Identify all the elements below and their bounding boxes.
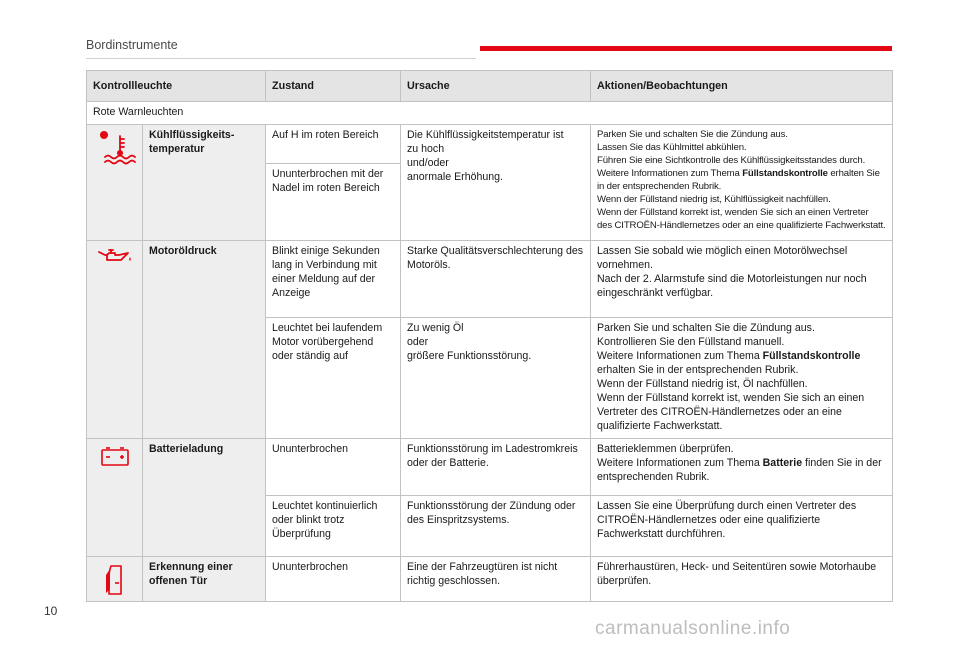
- icon-cell: [87, 241, 143, 439]
- cause-cell: Eine der Fahrzeugtüren ist nicht richtig geschlossen.: [401, 557, 591, 602]
- cause-cell: Zu wenig Öl oder größere Funktionsstörung.: [401, 318, 591, 439]
- table-header-row: [87, 71, 893, 102]
- state-cell: Leuchtet bei laufendem Motor vorübergehend oder ständig auf: [266, 318, 401, 439]
- section-label: Rote Warnleuchten: [87, 102, 893, 125]
- header-accent-bar: [480, 46, 892, 51]
- table-row: [87, 557, 893, 602]
- oil-pressure-icon: [97, 247, 133, 265]
- action-cell: Führerhaustüren, Heck- und Seitentüren sowie Motorhaube überprüfen.: [591, 557, 893, 602]
- icon-cell: [87, 557, 143, 602]
- action-cell: Parken Sie und schalten Sie die Zündung aus. Kontrollieren Sie den Füllstand manuell. Weitere Informationen zum Thema Füllstandskontrolle erhalten Sie in der entsprechenden Rubrik. Wenn der Füllstand niedrig ist, Öl nachfüllen. Wenn der Füllstand korrekt ist, wenden Sie sich an einen Vertreter des CITROËN-Händlernetzes oder an eine qualifizierte Fachwerkstatt.: [591, 318, 893, 439]
- cause-cell: Funktionsstörung der Zündung oder des Einspritzsystems.: [401, 496, 591, 557]
- column-header: Aktionen/Beobachtungen: [591, 71, 893, 102]
- header-divider: [86, 58, 476, 59]
- state-cell: Blinkt einige Sekunden lang in Verbindung mit einer Meldung auf der Anzeige: [266, 241, 401, 318]
- section-row: [87, 102, 893, 125]
- cause-cell: Funktionsstörung im Ladestromkreis oder der Batterie.: [401, 439, 591, 496]
- state-cell: Auf H im roten Bereich: [266, 124, 401, 163]
- action-cell: Lassen Sie sobald wie möglich einen Motorölwechsel vornehmen. Nach der 2. Alarmstufe sind die Motorleistungen nur noch eingeschränkt verfügbar.: [591, 241, 893, 318]
- column-header: Kontrollleuchte: [87, 71, 266, 102]
- cause-cell: Die Kühlflüssigkeitstemperatur ist zu hoch und/oder anormale Erhöhung.: [401, 124, 591, 241]
- warning-lights-table: [86, 70, 893, 602]
- state-cell: Ununterbrochen: [266, 439, 401, 496]
- column-header: Ursache: [401, 71, 591, 102]
- action-cell: Lassen Sie eine Überprüfung durch einen Vertreter des CITROËN-Händlernetzes oder eine qualifizierte Fachwerkstatt durchführen.: [591, 496, 893, 557]
- action-cell: Batterieklemmen überprüfen. Weitere Informationen zum Thema Batterie finden Sie in der entsprechenden Rubrik.: [591, 439, 893, 496]
- warning-name: Batterieladung: [143, 439, 266, 557]
- battery-icon: [99, 445, 131, 467]
- state-cell: Ununterbrochen: [266, 557, 401, 602]
- state-cell: Ununterbrochen mit der Nadel im roten Bereich: [266, 163, 401, 241]
- watermark: carmanualsonline.info: [595, 618, 791, 639]
- page-number: 10: [44, 604, 58, 618]
- state-cell: Leuchtet kontinuierlich oder blinkt trotz Überprüfung: [266, 496, 401, 557]
- warning-name: Motoröldruck: [143, 241, 266, 439]
- table-row: [87, 241, 893, 318]
- warning-name: Erkennung einer offenen Tür: [143, 557, 266, 602]
- table-row: [87, 124, 893, 163]
- icon-cell: [87, 124, 143, 241]
- column-header: Zustand: [266, 71, 401, 102]
- warning-name: Kühlflüssigkeits- temperatur: [143, 124, 266, 241]
- icon-cell: [87, 439, 143, 557]
- open-door-icon: [104, 563, 126, 597]
- table-row: [87, 439, 893, 496]
- action-cell: Parken Sie und schalten Sie die Zündung aus. Lassen Sie das Kühlmittel abkühlen. Führen Sie eine Sichtkontrolle des Kühlflüssigkeitsstandes durch. Weitere Informationen zum Thema Füllstandskontrolle erhalten Sie in der entsprechenden Rubrik. Wenn der Füllstand niedrig ist, Kühlflüssigkeit nachfüllen. Wenn der Füllstand korrekt ist, wenden Sie sich an einen Vertreter des CITROËN-Händlernetzes oder an eine qualifizierte Fachwerkstatt.: [591, 124, 893, 241]
- cause-cell: Starke Qualitätsverschlechterung des Motoröls.: [401, 241, 591, 318]
- coolant-temperature-icon: [103, 133, 137, 167]
- page-header-title: Bordinstrumente: [86, 38, 178, 52]
